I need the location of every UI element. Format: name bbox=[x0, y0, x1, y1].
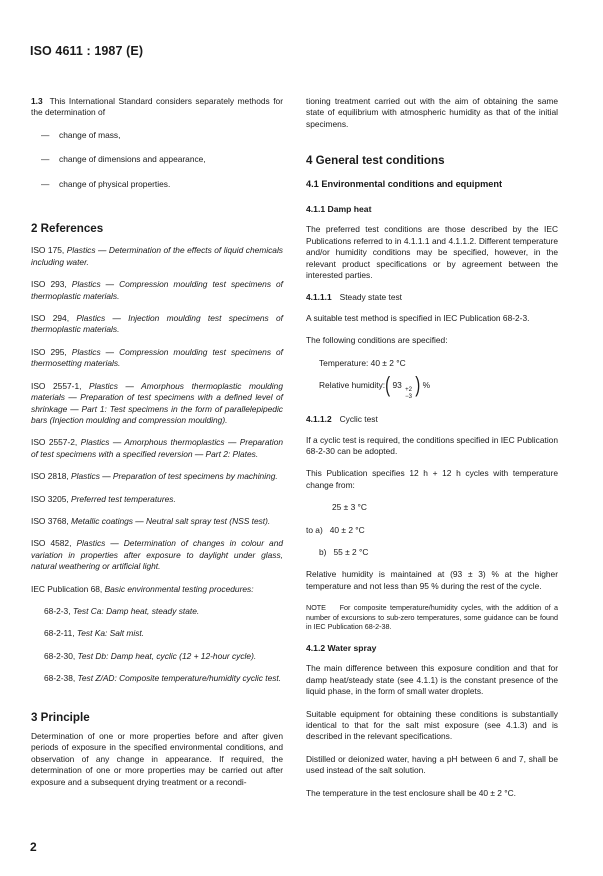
clause-4-1-1-2-title: 4.1.1.2 Cyclic test bbox=[306, 414, 378, 425]
list-item: — change of mass, bbox=[31, 130, 283, 141]
determination-list bbox=[31, 130, 283, 190]
list-item: — change of physical properties. bbox=[31, 179, 283, 190]
reference-item: ISO 295, Plastics — Compression moulding test specimens of thermosetting materials. bbox=[31, 346, 284, 369]
list-item: — change of dimensions and appearance, bbox=[31, 154, 283, 165]
reference-item: ISO 175, Plastics — Determination of the effects of liquid chemicals including water. bbox=[31, 245, 283, 267]
water-spray-text-1: The main difference between this exposure condition and that for damp heat/steady state (see 4.1.1) is the constant presence of the liquid phase, in the form of small water droplets. bbox=[306, 663, 558, 697]
reference-item: ISO 294, Plastics — Injection moulding test specimens of thermoplastic materials. bbox=[31, 313, 284, 335]
section-general-conditions-title: 4 General test conditions bbox=[306, 154, 445, 168]
water-spray-text-4: The temperature in the test enclosure shall be 40 ± 2 °C. bbox=[306, 787, 516, 798]
document-header: ISO 4611 : 1987 (E) bbox=[30, 44, 144, 58]
reference-item: ISO 2818, Plastics — Preparation of test specimens by machining. bbox=[31, 471, 278, 482]
cycle-temp-b: b) 55 ± 2 °C bbox=[319, 546, 369, 557]
cycle-temp-start: 25 ± 3 °C bbox=[332, 502, 367, 513]
principle-text: Determination of one or more properties before and after given periods of exposure in the specified environmental conditions, and observation of any change in appearance. If required, the determination of one or more properties may be carried out after exposure and a subsequent drying treatment or a recondi- bbox=[31, 731, 283, 787]
continuation-text: tioning treatment carried out with the aim of obtaining the same state of equilibrium with atmospheric humidity as that of the initial specimens. bbox=[306, 96, 558, 129]
section-references-title: 2 References bbox=[31, 222, 104, 236]
reference-item: ISO 2557-2, Plastics — Amorphous thermoplastics — Preparation of test specimens with a specified reversion — Part 2: Plates. bbox=[31, 437, 284, 459]
relative-humidity-text: Relative humidity is maintained at (93 ± 3) % at the higher temperature and not less than 95 % during the rest of the cycle. bbox=[306, 569, 558, 591]
section-principle-title: 3 Principle bbox=[31, 710, 90, 724]
iec-sub-item: 68-2-38, Test Z/AD: Composite temperature/humidity cyclic test. bbox=[44, 673, 282, 684]
clause-4-1-2-title: 4.1.2 Water spray bbox=[306, 642, 377, 653]
steady-state-text: A suitable test method is specified in IEC Publication 68-2-3. bbox=[306, 312, 530, 323]
humidity-condition: Relative humidity:( 93 +2 −3 ) % bbox=[319, 373, 431, 400]
cycle-temp-a: to a) 40 ± 2 °C bbox=[306, 524, 365, 535]
right-column bbox=[306, 96, 558, 810]
clause-4-1-1-1-title: 4.1.1.1 Steady state test bbox=[306, 292, 403, 303]
clause-4-1-1-title: 4.1.1 Damp heat bbox=[306, 204, 372, 215]
reference-item: ISO 3768, Metallic coatings — Neutral salt spray test (NSS test). bbox=[31, 515, 271, 526]
reference-item: ISO 3205, Preferred test temperatures. bbox=[31, 493, 176, 504]
reference-item: ISO 4582, Plastics — Determination of changes in colour and variation in properties after exposure to daylight under glass, natural weathering or artificial light. bbox=[31, 538, 284, 572]
cycle-spec-text: This Publication specifies 12 h + 12 h cycles with temperature change from: bbox=[306, 468, 558, 490]
temperature-condition: Temperature: 40 ± 2 °C bbox=[319, 357, 406, 368]
clause-text: This International Standard considers separately methods for the determination of bbox=[31, 96, 283, 118]
clause-number: 1.3 bbox=[31, 96, 43, 106]
left-column bbox=[31, 96, 283, 799]
damp-heat-text: The preferred test conditions are those described by the IEC Publications referred to in 4.1.1.1 and 4.1.1.2. Different temperature and/or humidity conditions may be specified, however, in the relevant product specifications or by agreement between the interested parties. bbox=[306, 224, 558, 281]
iec-sub-item: 68-2-30, Test Db: Damp heat, cyclic (12 + 12-hour cycle). bbox=[44, 650, 257, 661]
water-spray-text-2: Suitable equipment for obtaining these conditions is substantially identical to that for the salt mist exposure (see 4.1.3) and is described in the relevant specifications. bbox=[306, 708, 558, 742]
cyclic-text: If a cyclic test is required, the conditions specified in IEC Publication 68-2-30 can be adopted. bbox=[306, 434, 558, 456]
clause-4-1-title: 4.1 Environmental conditions and equipment bbox=[306, 178, 503, 189]
iec-sub-item: 68-2-3, Test Ca: Damp heat, steady state. bbox=[44, 605, 200, 616]
conditions-intro: The following conditions are specified: bbox=[306, 335, 448, 346]
water-spray-text-3: Distilled or deionized water, having a pH between 6 and 7, shall be used instead of the salt solution. bbox=[306, 753, 558, 776]
reference-item: ISO 2557-1, Plastics — Amorphous thermoplastic moulding materials — Preparation of test specimens with a defined level of shrinkage — Part 1: Test specimens in the form of parallelepipedic bars (Injection moulding and compression moulding). bbox=[31, 380, 283, 425]
reference-item: ISO 293, Plastics — Compression moulding test specimens of thermoplastic materials. bbox=[31, 279, 284, 301]
page-number: 2 bbox=[30, 840, 37, 854]
note: NOTE For composite temperature/humidity cycles, with the addition of a number of excursions to sub-zero temperatures, some guidance can be found in IEC Publication 68-2-38. bbox=[306, 603, 558, 632]
clause-1-3 bbox=[31, 96, 283, 119]
iec-sub-item: 68-2-11, Test Ka: Salt mist. bbox=[44, 628, 145, 639]
reference-item-iec: IEC Publication 68, Basic environmental testing procedures: bbox=[31, 583, 254, 594]
